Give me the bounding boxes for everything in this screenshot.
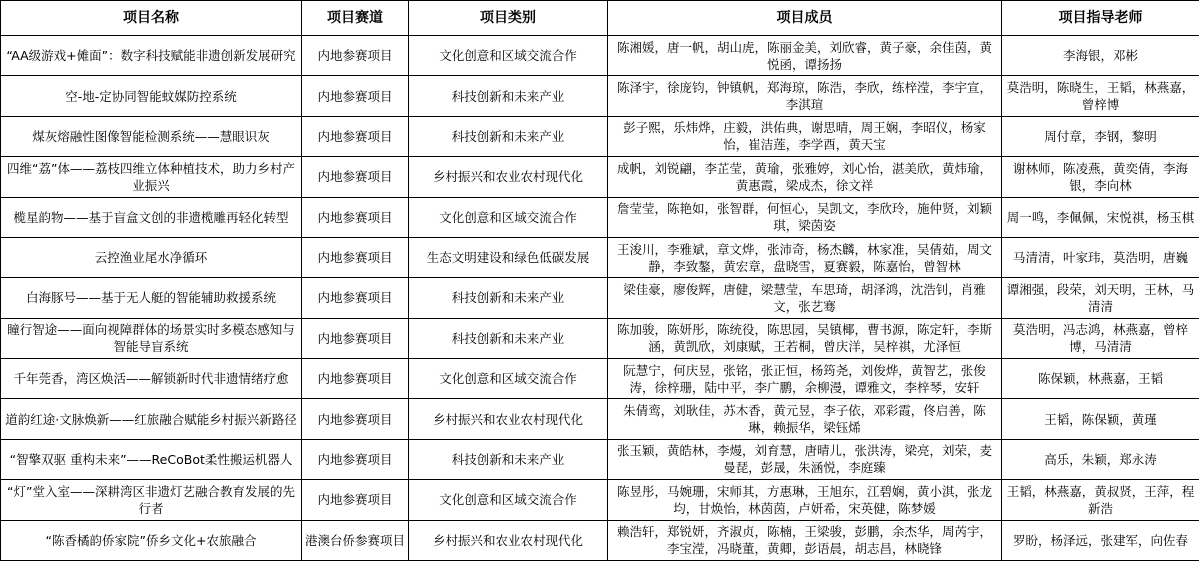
table-row <box>1 116 1199 156</box>
cell-track: 内地参赛项目 <box>302 36 409 76</box>
cell-track: 内地参赛项目 <box>302 157 409 197</box>
table-row <box>1 157 1199 197</box>
cell-project-name: “陈香橘韵侨家院”侨乡文化+农旅融合 <box>1 520 302 561</box>
table-row <box>1 237 1199 277</box>
cell-category: 科技创新和未来产业 <box>409 278 608 318</box>
cell-members: 梁佳豪，廖俊辉，唐健，梁慧莹，车思琦，胡泽鸿，沈浩钊，肖雅文，张艺骞 <box>608 278 1002 318</box>
cell-members: 陈泽宇，徐庞钧，钟镇帆，郑海琼，陈浩，李欣，练梓滢，李宇宣，李淇瑄 <box>608 76 1002 116</box>
header-row <box>1 1 1199 36</box>
cell-advisors: 莫浩明，陈晓生，王韬，林燕嘉，曾梓博 <box>1002 76 1199 116</box>
table-row <box>1 399 1199 439</box>
cell-category: 乡村振兴和农业农村现代化 <box>409 520 608 561</box>
cell-advisors: 王韬，林燕嘉，黄叔贤，王萍，程新浩 <box>1002 480 1199 520</box>
cell-project-name: 云控渔业尾水净循环 <box>1 237 302 277</box>
cell-project-name: 道韵红途·文脉焕新——红旅融合赋能乡村振兴新路径 <box>1 399 302 439</box>
cell-category: 文化创意和区域交流合作 <box>409 36 608 76</box>
cell-project-name: 榄星韵物——基于盲盒文创的非遗榄雕再轻化转型 <box>1 197 302 237</box>
cell-advisors: 谢林师，陈凌燕，黄奕倩，李海银，李向林 <box>1002 157 1199 197</box>
cell-advisors: 李海银，邓彬 <box>1002 36 1199 76</box>
cell-track: 内地参赛项目 <box>302 237 409 277</box>
cell-category: 科技创新和未来产业 <box>409 439 608 479</box>
cell-track: 内地参赛项目 <box>302 399 409 439</box>
cell-advisors: 王韬，陈保颖，黄瑾 <box>1002 399 1199 439</box>
header-category: 项目类别 <box>409 1 608 36</box>
cell-category: 乡村振兴和农业农村现代化 <box>409 399 608 439</box>
table-body <box>1 36 1199 561</box>
cell-advisors: 莫浩明，冯志鸿，林燕嘉，曾梓博，马清清 <box>1002 318 1199 358</box>
table-row <box>1 480 1199 520</box>
header-project-name: 项目名称 <box>1 1 302 36</box>
cell-members: 彭子熙，乐炜烨，庄毅，洪佑典，谢思晴，周王娴，李昭仪，杨家怡，崔洁莲，李学酉，黄天宝 <box>608 116 1002 156</box>
cell-members: 陈昱彤，马婉珊，宋师其，方惠琳，王旭东，江碧娴，黄小淇，张龙均，甘焕怡，林茵茵，卢妍希，宋英健，陈梦媛 <box>608 480 1002 520</box>
cell-advisors: 陈保颖，林燕嘉，王韬 <box>1002 359 1199 399</box>
cell-advisors: 高乐，朱颖，郑永涛 <box>1002 439 1199 479</box>
cell-track: 内地参赛项目 <box>302 116 409 156</box>
cell-project-name: 煤灰熔融性图像智能检测系统——慧眼识灰 <box>1 116 302 156</box>
table-row <box>1 520 1199 561</box>
cell-advisors: 谭湘强，段荣，刘天明，王林，马清清 <box>1002 278 1199 318</box>
table-row <box>1 76 1199 116</box>
cell-project-name: 瞳行智途——面向视障群体的场景实时多模态感知与智能导盲系统 <box>1 318 302 358</box>
cell-members: 阮慧宁，何庆昱，张铭，张正恒，杨筠尧，刘俊烨，黄智艺，张俊涛，徐梓珊，陆中平，李广鹏，余柳漫，谭雅文，李梓琴，安轩 <box>608 359 1002 399</box>
cell-category: 科技创新和未来产业 <box>409 116 608 156</box>
cell-track: 内地参赛项目 <box>302 359 409 399</box>
cell-project-name: “智擎双驱 重构未来”——ReCoBot柔性搬运机器人 <box>1 439 302 479</box>
cell-members: 陈湘媛，唐一帆，胡山虎，陈丽金美，刘欣睿，黄子豪，余佳茵，黄悦函，谭扬扬 <box>608 36 1002 76</box>
cell-members: 赖浩轩，郑锐妍，齐淑贞，陈楠，王梁骏，彭鹏，余杰华，周芮宇，李宝滢，冯晓董，黄卿，彭语晨，胡志昌，林晓锋 <box>608 520 1002 561</box>
cell-track: 港澳台侨参赛项目 <box>302 520 409 561</box>
cell-members: 张玉颖，黄皓林，李熳，刘育慧，唐晴儿，张洪涛，梁亮，刘荣，麦曼琵，彭晟，朱涵悦，李庭臻 <box>608 439 1002 479</box>
cell-project-name: “AA级游戏+傩面”：数字科技赋能非遗创新发展研究 <box>1 36 302 76</box>
cell-track: 内地参赛项目 <box>302 318 409 358</box>
cell-members: 詹莹莹，陈艳如，张智群，何恒心，吴凯文，李欣玲，施仲贤，刘颖琪，梁茵姿 <box>608 197 1002 237</box>
cell-members: 朱倩鸾，刘耿佳，苏木香，黄元昱，李子依，邓彩霞，佟启善，陈琳，赖振华，梁钰烯 <box>608 399 1002 439</box>
cell-track: 内地参赛项目 <box>302 278 409 318</box>
cell-project-name: 四维“荔”体——荔枝四维立体种植技术，助力乡村产业振兴 <box>1 157 302 197</box>
cell-category: 乡村振兴和农业农村现代化 <box>409 157 608 197</box>
cell-advisors: 周一鸣，李佩佩，宋悦祺，杨玉棋 <box>1002 197 1199 237</box>
header-members: 项目成员 <box>608 1 1002 36</box>
cell-members: 成帆，刘锐翩，李芷莹，黄瑜，张雅婷，刘心怡，湛美欣，黄炜瑜，黄惠霞，梁成杰，徐文祥 <box>608 157 1002 197</box>
table-row <box>1 36 1199 76</box>
cell-category: 科技创新和未来产业 <box>409 318 608 358</box>
cell-track: 内地参赛项目 <box>302 197 409 237</box>
header-advisors: 项目指导老师 <box>1002 1 1199 36</box>
cell-advisors: 罗盼，杨泽远，张建军，向佐春 <box>1002 520 1199 561</box>
cell-category: 文化创意和区域交流合作 <box>409 197 608 237</box>
cell-category: 文化创意和区域交流合作 <box>409 359 608 399</box>
cell-track: 内地参赛项目 <box>302 439 409 479</box>
table-row <box>1 278 1199 318</box>
cell-project-name: “灯”堂入室——深耕湾区非遗灯艺融合教育发展的先行者 <box>1 480 302 520</box>
header-track: 项目赛道 <box>302 1 409 36</box>
cell-members: 王浚川，李雅斌，章文烨，张沛奇，杨杰麟，林家准，吴倩茹，周文静，李致鏊，黄宏章，盘晓雪，夏赛毅，陈嘉怡，曾智林 <box>608 237 1002 277</box>
cell-advisors: 马清清，叶家玮，莫浩明，唐巍 <box>1002 237 1199 277</box>
cell-project-name: 千年莞香，湾区焕活——解锁新时代非遗情绪疗愈 <box>1 359 302 399</box>
table-row <box>1 197 1199 237</box>
table-row <box>1 318 1199 358</box>
table-row <box>1 359 1199 399</box>
cell-project-name: 空-地-定协同智能蚊媒防控系统 <box>1 76 302 116</box>
cell-members: 陈加骏，陈妍彤，陈统役，陈思园，吴镇椰，曹书源，陈定轩，李斯涵，黄凯欣，刘康赋，王若桐，曾庆洋，吴梓祺，尤泽恒 <box>608 318 1002 358</box>
cell-track: 内地参赛项目 <box>302 480 409 520</box>
cell-category: 文化创意和区域交流合作 <box>409 480 608 520</box>
cell-category: 科技创新和未来产业 <box>409 76 608 116</box>
table-row <box>1 439 1199 479</box>
cell-category: 生态文明建设和绿色低碳发展 <box>409 237 608 277</box>
cell-track: 内地参赛项目 <box>302 76 409 116</box>
cell-advisors: 周付章，李钢，黎明 <box>1002 116 1199 156</box>
cell-project-name: 白海豚号——基于无人艇的智能辅助救援系统 <box>1 278 302 318</box>
